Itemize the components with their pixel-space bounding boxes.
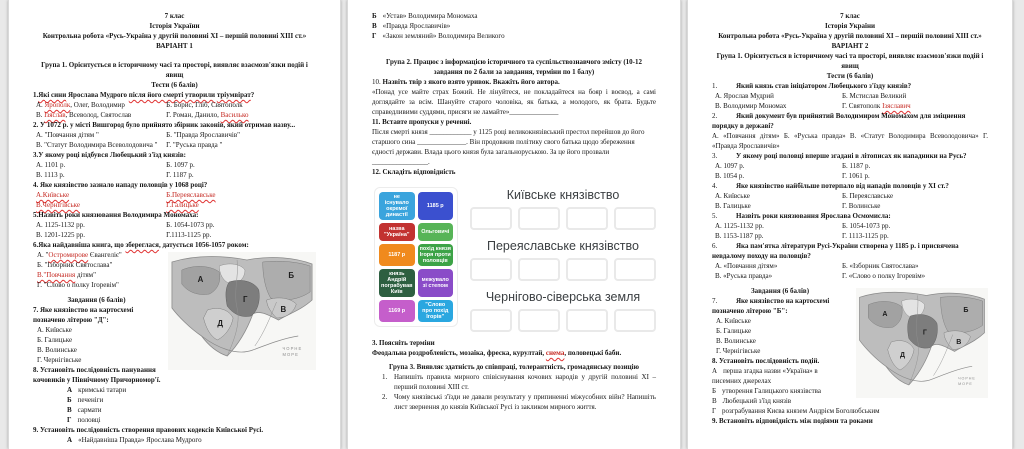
answer-option xyxy=(839,161,988,171)
sea-label: ЧОРНЕ xyxy=(282,345,303,352)
text-run: Назвіть твір з якого взято уривок. Вкажіть його автора. xyxy=(382,78,560,86)
question-text xyxy=(712,416,988,426)
answer-option xyxy=(163,200,316,210)
match-tile[interactable]: князь Андрій пограбував Київ xyxy=(381,271,413,295)
text-run: Які сини xyxy=(38,91,67,99)
text: Яке князівство найбільше потерпало від нападів половців у XI ст.? xyxy=(736,182,949,190)
text: Г. "Слово о полку Ігоревім" xyxy=(37,281,119,289)
match-group xyxy=(470,290,656,332)
doc-heading: Тести (6 балів) xyxy=(826,72,874,80)
text: 3.У якому році відбувся Любецький з'їзд князів: xyxy=(33,151,186,159)
answer-slot[interactable] xyxy=(518,258,560,281)
text: В. Волинське xyxy=(716,337,756,345)
text: В. 1113 р. xyxy=(36,171,65,179)
sequence-letter: Б xyxy=(712,387,717,395)
text-run: Г.Галицьке xyxy=(166,201,199,209)
match-tile[interactable]: 1169 р xyxy=(379,300,415,322)
text-run: , датується 1056-1057 роком: xyxy=(158,241,249,249)
doc-heading: Група 1. Орієнтується в історичному часі та просторі, виявляє взаємозв'язки подій і явищ xyxy=(41,61,308,79)
answer-option xyxy=(163,130,316,140)
text-run: 6.Яка найдавніша книга, що xyxy=(33,241,126,249)
list-number: 2. xyxy=(382,393,388,401)
map-svg xyxy=(168,252,316,370)
options-group xyxy=(33,100,316,120)
doc-heading: Тести (6 балів) xyxy=(151,81,198,89)
question-text xyxy=(712,241,988,261)
sequence-letter: Б xyxy=(372,12,377,20)
map-letter: Д xyxy=(217,318,223,329)
list-number: 1. xyxy=(382,373,388,381)
answer-option xyxy=(163,100,316,110)
answer-option xyxy=(712,201,839,211)
text: 7. Яке князівство на картосхемі позначено літерою "Д": xyxy=(33,306,134,324)
answer-option xyxy=(33,170,163,180)
question-text xyxy=(33,425,316,435)
answer-option xyxy=(712,221,839,231)
answer-option xyxy=(712,231,839,241)
answer-option xyxy=(712,91,839,101)
question-number: 5. xyxy=(712,212,718,220)
sequence-text: половці xyxy=(77,416,101,424)
text: 8. Установіть послідовність подій. xyxy=(712,357,820,365)
answer-slot[interactable] xyxy=(470,207,512,230)
answer-option xyxy=(839,271,988,281)
answer-option xyxy=(839,91,988,101)
answer-option xyxy=(33,230,163,240)
sequence-text: утворення Галицького князівства xyxy=(722,387,821,395)
options-group xyxy=(33,190,316,210)
options-group xyxy=(712,191,988,211)
sea-label: МОРЕ xyxy=(958,381,973,386)
question-text xyxy=(372,77,656,87)
map-svg xyxy=(856,288,988,398)
answer-option xyxy=(712,161,839,171)
text: У якому році половці вперше згадані в літописах як нападники на Русь? xyxy=(736,152,967,160)
text: Б. 1187 р. xyxy=(841,162,871,170)
sequence-letter: Г xyxy=(372,32,377,40)
text: А. 1101 р. xyxy=(36,161,66,169)
sequence-text: «Устав» Володимира Мономаха xyxy=(382,12,478,20)
question-text xyxy=(33,90,316,100)
sequence-group xyxy=(33,435,316,445)
sequence-text: Любецький з'їзд князів xyxy=(722,397,792,405)
question-number: 4. xyxy=(712,182,718,190)
text-run: Г. Роман, Данило, xyxy=(166,111,221,119)
list-text: Чому князівські з'їзди не давали результату у припиненні міжусобних війн? Напишіть лист звернення до князів Київської Русі із закликом мирного життя. xyxy=(394,393,656,411)
options-group xyxy=(712,161,988,181)
text-run: В."Повчання xyxy=(37,271,76,279)
doc-heading: Контрольна робота «Русь-Україна у другій половині XI – першій половині XIII ст.» xyxy=(718,32,982,40)
answer-option xyxy=(712,261,839,271)
text: В. «Руська правда» xyxy=(715,272,773,280)
text: Г. Чернігівське xyxy=(716,347,761,355)
answer-slot[interactable] xyxy=(614,258,656,281)
sequence-letter: А xyxy=(712,367,718,375)
text-run: після його смерті утворили xyxy=(128,91,216,99)
answer-slot[interactable] xyxy=(614,309,656,332)
text: Після смерті князя ____________ у 1125 році великокнязівський престол перейшов до його старшого сина ______________. Він продовжив політику свого батька щодо збереження єдності держави. Влада цього князя була загальноруською. За це його прозвали ________________. xyxy=(372,128,645,166)
text: Г. 1187 р. xyxy=(166,171,194,179)
text: Г.1113-1125 рр. xyxy=(166,231,212,239)
text: Г. Волинське xyxy=(841,202,881,210)
map-letter: Г xyxy=(242,294,248,305)
text: А. "Повчання дітям " xyxy=(36,131,99,139)
text: А. 1125-1132 рр. xyxy=(715,222,764,230)
text: В. Галицьке xyxy=(715,202,751,210)
sequence-text: «Закон земляний» Володимира Великого xyxy=(382,32,505,40)
sea-label: МОРЕ xyxy=(282,351,299,358)
answer-option xyxy=(163,140,316,150)
question-text xyxy=(712,181,988,191)
text: Б. "Правда Ярославичів" xyxy=(166,131,240,139)
paragraph xyxy=(712,131,988,151)
page-variant-2 xyxy=(687,0,1013,449)
text: Г. Чернігівське xyxy=(37,356,82,364)
text: «Понад усе майте страх Божий. Не лінуйтеся, не покладайтеся на бояр і воєвод, а самі доглядайте за всім. Шануйте старого чоловіка, як батька, а молодого, як брата. Будьте справедливими суддями, присяги не ламайте»______________ xyxy=(372,88,656,116)
sequence-item xyxy=(372,31,656,41)
question-number: 2. xyxy=(712,112,718,120)
map-letter: Б xyxy=(288,270,295,281)
sequence-text: «Найдавніша Правда» Ярослава Мудрого xyxy=(78,436,202,444)
question-text xyxy=(372,338,656,348)
text: В. Волинське xyxy=(37,346,77,354)
sequence-letter: А xyxy=(67,436,73,444)
doc-heading: 7 клас xyxy=(840,12,860,20)
text-run: Євангеліє" xyxy=(88,251,122,259)
text: Г. "Руська правда " xyxy=(166,141,223,149)
text-run: снема xyxy=(545,349,565,357)
text: В. Володимир Мономах xyxy=(715,102,787,110)
question-text xyxy=(33,180,316,190)
text: А. Київське xyxy=(37,326,72,334)
text: А. 1125-1132 рр. xyxy=(36,221,85,229)
answer-slot[interactable] xyxy=(614,207,656,230)
text: В. 1054 р. xyxy=(715,172,745,180)
map-image xyxy=(168,252,316,370)
sequence-item xyxy=(372,11,656,21)
text-run: 10. xyxy=(372,78,383,86)
sequence-item xyxy=(372,21,656,31)
text: Б. Галицьке xyxy=(37,336,73,344)
text-run: збереглася xyxy=(125,241,159,249)
text: 2. У 1072 р. у місті Вишгород було прийнято збірник законів, який отримав назву... xyxy=(33,121,296,129)
list-item xyxy=(382,372,656,392)
text: А. Київське xyxy=(716,317,751,325)
sequence-text: перша згадка назви «Україна» в писемних джерелах xyxy=(712,367,818,385)
question-text xyxy=(372,117,656,127)
text-run: 1. xyxy=(33,91,39,99)
text-run: А.Київське xyxy=(36,191,70,199)
answer-option xyxy=(33,190,163,200)
paragraph xyxy=(372,87,656,117)
sequence-item xyxy=(67,415,316,425)
sequence-letter: Г xyxy=(712,407,717,415)
answer-option xyxy=(163,160,316,170)
doc-heading: Історія України xyxy=(149,22,200,30)
map-letter: Г xyxy=(922,327,927,337)
match-tile[interactable]: межувало зі степом xyxy=(418,269,453,297)
answer-option xyxy=(839,191,988,201)
sequence-letter: Г xyxy=(67,416,72,424)
match-tile[interactable]: 1187 р xyxy=(379,244,415,266)
answer-option xyxy=(163,220,316,230)
doc-heading: Завдання (6 балів) xyxy=(67,296,126,304)
sequence-group xyxy=(33,385,316,425)
options-group xyxy=(712,91,988,111)
text: В. 1201-1225 рр. xyxy=(36,231,85,239)
match-tile[interactable]: Ольговичі xyxy=(418,223,453,241)
answer-option xyxy=(33,220,163,230)
doc-heading: ВАРІАНТ 1 xyxy=(156,42,193,50)
answer-option xyxy=(712,171,839,181)
answer-option xyxy=(33,100,163,110)
text: Яка пам'ятка літератури Русі-України створена у 1185 р. і присвячена невдалому походу на половців? xyxy=(712,242,959,260)
text-run: дітям" xyxy=(75,271,96,279)
question-text xyxy=(712,81,988,91)
slot-row xyxy=(470,309,656,332)
text: Яке князівство на картосхемі позначено літерою "Б": xyxy=(712,297,830,315)
map-image xyxy=(856,288,988,398)
doc-heading: Група 1. Орієнтується в історичному часі та просторі, виявляє взаємозв'язки подій і явищ xyxy=(716,52,984,70)
list-text: Напишіть правила мирного співіснування кочових народів у другій половині XI – перший половині XIII ст. xyxy=(394,373,656,391)
doc-heading: Контрольна робота «Русь-Україна у другій половині XI – першій половині XIII ст.» xyxy=(42,32,307,40)
sea-label: ЧОРНЕ xyxy=(958,376,976,381)
text: 11. Вставте пропуски у реченні. xyxy=(372,118,472,126)
question-number: 1. xyxy=(712,82,718,90)
sequence-item xyxy=(67,435,316,445)
doc-heading: Завдання (6 балів) xyxy=(750,287,810,295)
sequence-text: кримські татари xyxy=(78,386,127,394)
answer-option xyxy=(839,201,988,211)
text-run: Б.Переяславське xyxy=(166,191,216,199)
text: В. 1153-1187 рр. xyxy=(715,232,764,240)
question-number: 7. xyxy=(712,297,718,305)
text-run: Ізяслав xyxy=(44,111,66,119)
answer-option xyxy=(163,170,316,180)
text: Б. Галицьке xyxy=(716,327,752,335)
text: Б. Борис, Гліб, Святополк xyxy=(166,101,243,109)
answer-option xyxy=(839,261,988,271)
text-run: Ярослава Мудрого xyxy=(66,91,129,99)
text-run: Василько xyxy=(220,111,249,119)
text: Б. 1054-1073 рр. xyxy=(166,221,215,229)
map-letter: А xyxy=(882,308,888,319)
text: 9. Установіть послідовність створення правових кодексів Київської Русі. xyxy=(33,426,264,434)
answer-option xyxy=(712,101,839,111)
sequence-text: сармати xyxy=(77,406,102,414)
text: Б. Переяславське xyxy=(841,192,894,200)
options-group xyxy=(33,130,316,150)
answer-option xyxy=(33,200,163,210)
answer-slot[interactable] xyxy=(518,207,560,230)
spacer xyxy=(33,51,316,60)
answer-option xyxy=(33,140,163,150)
text: А. Київське xyxy=(715,192,750,200)
answer-option xyxy=(163,110,316,120)
question-text xyxy=(712,151,988,161)
match-group-title: Чернігово-сіверська земля xyxy=(485,290,641,304)
text-run: Остромирове xyxy=(48,251,89,259)
sequence-letter: В xyxy=(712,397,717,405)
slot-row xyxy=(470,207,656,230)
page-middle xyxy=(347,0,681,449)
text: А. «Повчання дітям» xyxy=(715,262,778,270)
text: А. 1097 р. xyxy=(715,162,745,170)
text: Б. "Ізборник Святослава" xyxy=(37,261,113,269)
answer-option xyxy=(33,110,163,120)
answer-option xyxy=(839,101,988,111)
paragraph xyxy=(372,348,656,358)
match-group xyxy=(470,239,656,281)
text: Б. «Ізборник Святослава» xyxy=(841,262,919,270)
answer-option xyxy=(163,230,316,240)
map-letter: Д xyxy=(900,349,906,360)
text: Назвіть роки князювання Ярослава Осмомисла: xyxy=(736,212,891,220)
answer-slot[interactable] xyxy=(566,207,608,230)
text: А. Ярослав Мудрий xyxy=(715,92,774,100)
numbered-list xyxy=(372,372,656,412)
text-run: , половецькі баби. xyxy=(564,349,622,357)
sequence-text: печеніги xyxy=(77,396,104,404)
match-tile[interactable]: 1185 р xyxy=(418,192,453,220)
text-run: А. " xyxy=(37,251,49,259)
text-run: Ярополк xyxy=(44,101,71,109)
answer-slot[interactable] xyxy=(470,309,512,332)
sequence-item xyxy=(67,385,316,395)
text: Г. 1113-1125 рр. xyxy=(841,232,889,240)
doc-heading: 7 клас xyxy=(164,12,185,20)
question-number: 6. xyxy=(712,242,718,250)
answer-option xyxy=(839,221,988,231)
answer-option xyxy=(712,191,839,201)
doc-heading: Група 3. Виявляє здатність до співпраці, толерантність, громадянську позицію xyxy=(389,363,639,371)
text-run: В. xyxy=(36,111,45,119)
doc-heading: Історія України xyxy=(824,22,876,30)
text: В. "Статут Володимира Всеволодовича " xyxy=(36,141,158,149)
text-run: Феодальна роздробленість, мозаїка, фреска, курултай, xyxy=(372,349,546,357)
question-text xyxy=(33,150,316,160)
text: 9. Встановіть відповідність між подіями та роками xyxy=(712,417,873,425)
options-group xyxy=(712,261,988,281)
sequence-text: розграбування Києва князем Андрієм Боголюбським xyxy=(722,407,880,415)
question-text xyxy=(712,111,988,131)
doc-heading: ВАРІАНТ 2 xyxy=(831,42,869,50)
spacer xyxy=(372,41,656,57)
options-group xyxy=(33,160,316,180)
sequence-letter: В xyxy=(372,22,377,30)
answer-slot[interactable] xyxy=(518,309,560,332)
match-group xyxy=(470,188,656,230)
sequence-letter: А xyxy=(67,386,73,394)
map-letter: В xyxy=(280,304,287,315)
list-item xyxy=(382,392,656,412)
question-text xyxy=(33,240,316,250)
matching-exercise xyxy=(374,187,656,332)
answer-option xyxy=(33,130,163,140)
text: 5.Назвіть роки князювання Володимира Мономаха: xyxy=(33,211,199,219)
question-text xyxy=(372,167,656,177)
map-letter: А xyxy=(197,274,204,285)
doc-heading: Група 2. Працює з інформацією історичного та суспільствознавчого змісту (10-12 завдання по 2 бали за завдання, терміни по 1 балу) xyxy=(385,58,643,76)
text: 8. Установіть послідовність панування кочовиків у Північному Причорномор'ї. xyxy=(33,366,161,384)
text: А. «Повчання дітям» Б. «Руська правда» В. «Статут Володимира Всеволодовича» Г. «Правда Ярославичів» xyxy=(712,132,988,150)
text-run: А. xyxy=(36,101,45,109)
answer-option xyxy=(712,271,839,281)
match-group-title: Київське князівство xyxy=(506,188,620,202)
sequence-item xyxy=(712,406,988,416)
map-letter: В xyxy=(956,336,962,346)
question-text xyxy=(33,120,316,130)
sequence-text: «Правда Ярославичів» xyxy=(382,22,451,30)
tile-board xyxy=(374,187,458,327)
text: Б. 1054-1073 рр. xyxy=(841,222,891,230)
sequence-item xyxy=(67,395,316,405)
question-text xyxy=(712,211,988,221)
question-number: 3. xyxy=(712,152,718,160)
answer-slot[interactable] xyxy=(470,258,512,281)
question-text xyxy=(33,210,316,220)
text: Б. Мстислав Великий xyxy=(841,92,907,100)
text-run: Г. Святополк xyxy=(841,102,883,110)
text-run: , Олег, Володимир xyxy=(70,101,125,109)
text: 4. Яке князівство зазнало нападу половців у 1068 році? xyxy=(33,181,208,189)
spacer xyxy=(372,177,656,183)
answer-option xyxy=(839,171,988,181)
text-run: , Всеволод, Святослав xyxy=(65,111,132,119)
match-tile[interactable]: назва "Україна" xyxy=(379,223,415,241)
slot-row xyxy=(470,258,656,281)
text: 3. Поясніть терміни xyxy=(372,339,435,347)
page-variant-1 xyxy=(8,0,341,449)
sequence-letter: В xyxy=(67,406,72,414)
text: Г. 1061 р. xyxy=(841,172,870,180)
answer-option xyxy=(163,190,316,200)
answer-option xyxy=(33,160,163,170)
options-group xyxy=(712,221,988,241)
text: Який князь став ініціатором Любецького з'їзду князів? xyxy=(736,82,912,90)
options-group xyxy=(33,220,316,240)
answer-slot[interactable] xyxy=(566,309,608,332)
answer-slot[interactable] xyxy=(566,258,608,281)
text-run: В.Чернігівське xyxy=(36,201,80,209)
paragraph xyxy=(372,127,656,167)
text-run: ? xyxy=(250,91,255,99)
match-tile[interactable]: не існувало окремої династії xyxy=(379,192,415,220)
match-group-title: Переяславське князівство xyxy=(487,239,639,253)
map-letter: Б xyxy=(963,305,969,315)
text-run: тріумвірат xyxy=(216,91,251,99)
text: Б. 1097 р. xyxy=(166,161,195,169)
text: Який документ був прийнятий Володимиром Мономахом для зміцнення порядку в державі? xyxy=(712,112,966,130)
match-groups xyxy=(470,187,656,332)
match-tile[interactable]: похід князя Ігоря проти половців xyxy=(418,244,453,266)
text: Г. «Слово о полку Ігоревім» xyxy=(841,272,926,280)
match-tile[interactable]: "Слово про похід Ігорів" xyxy=(418,300,453,322)
sequence-letter: Б xyxy=(67,396,72,404)
sequence-group xyxy=(372,11,656,41)
answer-option xyxy=(839,231,988,241)
sequence-item xyxy=(67,405,316,415)
text: 12. Складіть відповідність xyxy=(372,168,456,176)
text-run: Ізяславич xyxy=(882,102,911,110)
